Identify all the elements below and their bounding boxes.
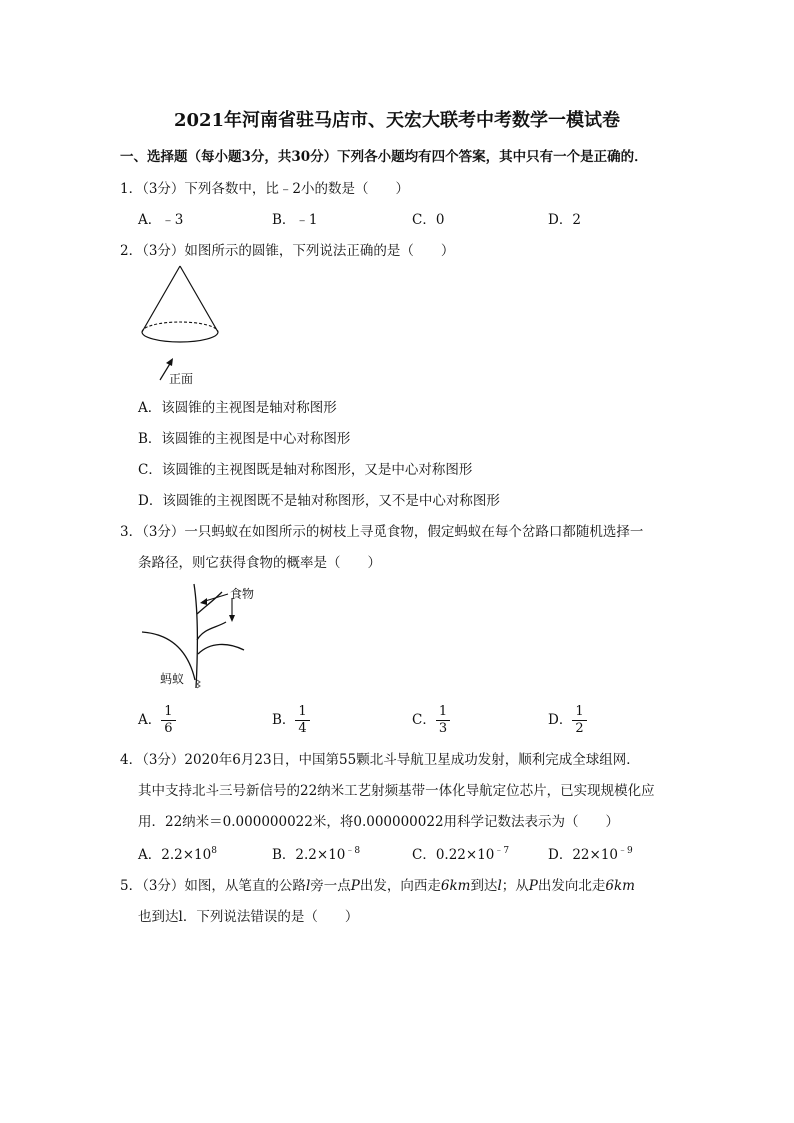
q4-option-c (412, 843, 509, 863)
q2-option-b: B．该圆锥的主视图是中心对称图形 (138, 431, 351, 447)
q5-text-3: 出发，向西走 (359, 878, 441, 894)
q3-option-d-denominator: 2 (575, 721, 584, 736)
q5-line1 (120, 874, 635, 894)
q5-text-2: 旁一点 (310, 878, 351, 894)
q4-line3: 用．22纳米＝0.000000022米，将0.000000022用科学记数法表示为（ ） (138, 814, 620, 830)
q4-option-c-base: C．0.22×10 (412, 847, 495, 863)
q4-option-d-base: D．22×10 (548, 847, 618, 863)
q3-option-b-denominator: 4 (298, 721, 307, 736)
page-title: 2021年河南省驻马店市、天宏大联考中考数学一模试卷 (173, 110, 621, 131)
q4-option-a-base: A．2.2×10 (138, 847, 212, 863)
q3-option-c-fraction (436, 704, 450, 737)
q5-text-5: ；从 (501, 878, 529, 894)
q3-option-a-numerator: 1 (161, 704, 175, 721)
q3-option-b-fraction (295, 704, 309, 737)
q5-text-4: 到达 (470, 878, 498, 894)
q4-option-b (272, 843, 360, 863)
q5-point-p: P (350, 878, 360, 894)
q3-option-b (272, 704, 310, 737)
q5-distance-2: 6km (605, 878, 635, 894)
q4-option-c-exponent: ﹣7 (494, 846, 510, 856)
q3-option-d-numerator: 1 (572, 704, 586, 721)
q5-point-p-2: P (528, 878, 538, 894)
q3-option-b-numerator: 1 (295, 704, 309, 721)
q3-option-d (548, 704, 587, 737)
q3-option-c-prefix: C． (412, 712, 436, 728)
q4-option-a-exponent: 8 (211, 846, 217, 856)
q5-distance-1: 6km (440, 878, 471, 894)
q3-option-b-prefix: B． (272, 712, 296, 728)
q5-text-1: 5．（3分）如图，从笔直的公路 (120, 878, 306, 894)
q2-stem: 2．（3分）如图所示的圆锥，下列说法正确的是（ ） (120, 243, 455, 259)
q4-option-a (138, 843, 217, 863)
q1-option-d: D．2 (548, 212, 581, 228)
q1-option-a: A．﹣3 (138, 212, 184, 228)
q3-stem-line1: 3．（3分）一只蚂蚁在如图所示的树枝上寻觅食物，假定蚂蚁在每个岔路口都随机选择一 (120, 524, 644, 540)
q3-stem-line2: 条路径，则它获得食物的概率是（ ） (138, 555, 381, 571)
cone-front-label: 正面 (169, 372, 194, 386)
q2-option-a: A．该圆锥的主视图是轴对称图形 (138, 400, 337, 416)
q4-option-b-base: B．2.2×10 (272, 847, 346, 863)
q3-option-a (138, 704, 176, 737)
q4-option-b-exponent: ﹣8 (345, 846, 361, 856)
q3-option-c-numerator: 1 (436, 704, 450, 721)
q5-line2: 也到达l．下列说法错误的是（ ） (138, 909, 359, 925)
food-label: 食物 (230, 587, 255, 601)
q3-option-d-prefix: D． (548, 712, 573, 728)
q3-option-a-prefix: A． (138, 712, 162, 728)
q1-option-c: C．0 (412, 212, 445, 228)
q2-option-d: D．该圆锥的主视图既不是轴对称图形，又不是中心对称图形 (138, 493, 500, 509)
q2-option-c: C．该圆锥的主视图既是轴对称图形，又是中心对称图形 (138, 462, 473, 478)
cone-figure (130, 262, 240, 386)
q5-text-6: 出发向北走 (537, 878, 606, 894)
q4-option-d (548, 843, 633, 863)
q4-option-d-exponent: ﹣9 (618, 846, 633, 856)
q3-option-a-denominator: 6 (164, 721, 173, 736)
q3-option-c (412, 704, 450, 737)
q3-option-a-fraction (161, 704, 175, 737)
q1-option-b: B．﹣1 (272, 212, 318, 228)
ant-label: 蚂蚁 (160, 672, 185, 686)
q4-line2: 其中支持北斗三号新信号的22纳米工艺射频基带一体化导航定位芯片，已实现规模化应 (138, 783, 655, 799)
q5-road-l-2: l (497, 878, 502, 894)
q3-option-d-fraction (572, 704, 586, 737)
q4-line1: 4．（3分）2020年6月23日，中国第55颗北斗导航卫星成功发射，顺利完成全球组网． (120, 752, 640, 768)
q3-option-c-denominator: 3 (438, 721, 448, 736)
section-heading: 一、选择题（每小题3分，共30分）下列各小题均有四个答案，其中只有一个是正确的． (120, 149, 648, 165)
q1-stem: 1．（3分）下列各数中，比﹣2小的数是（ ） (120, 181, 410, 197)
q5-road-l: l (305, 878, 311, 894)
